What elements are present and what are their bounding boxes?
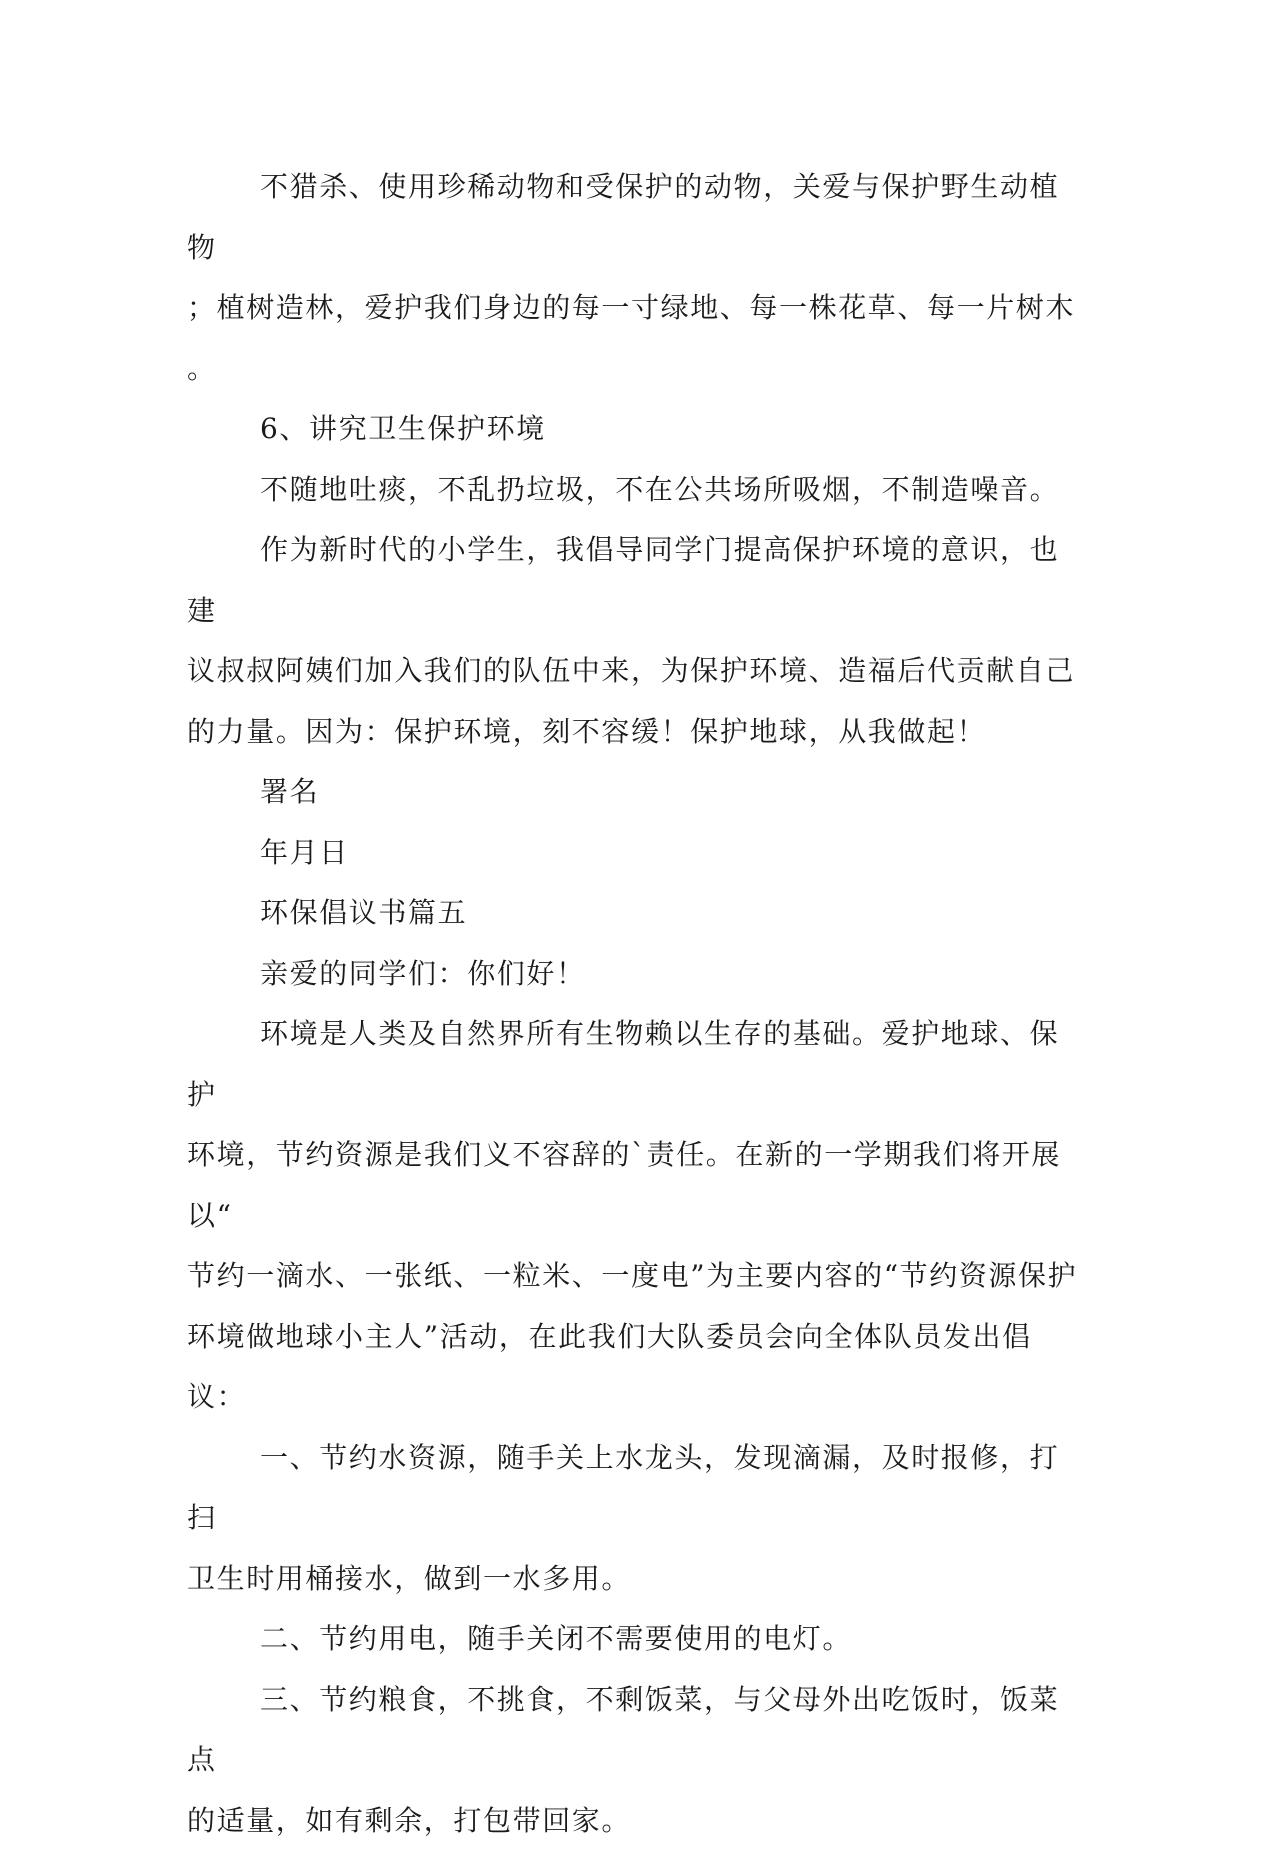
text-line: 亲爱的同学们：你们好！ [187,944,1081,1005]
text-line: 一、节约水资源，随手关上水龙头，发现滴漏，及时报修，打扫 [187,1428,1081,1549]
greeting-line [187,944,1081,1005]
text-line: 的力量。因为：保护环境，刻不容缓！保护地球，从我做起！ [187,702,1081,763]
paragraph-intro [187,1004,1081,1428]
paragraph-item-electricity [187,1609,1081,1670]
text-line: 卫生时用桶接水，做到一水多用。 [187,1549,1081,1610]
text-line: 环境，节约资源是我们义不容辞的`责任。在新的一学期我们将开展以“ [187,1125,1081,1246]
text-line: 环境是人类及自然界所有生物赖以生存的基础。爱护地球、保护 [187,1004,1081,1125]
text-line: 的适量，如有剩余，打包带回家。 [187,1791,1081,1851]
text-line: 年月日 [187,823,1081,884]
text-line: 作为新时代的小学生，我倡导同学门提高保护环境的意识，也建 [187,520,1081,641]
paragraph-wildlife [187,157,1081,399]
document-body [187,157,1081,1851]
text-line: 节约一滴水、一张纸、一粒米、一度电”为主要内容的“节约资源保护 [187,1246,1081,1307]
text-line: 二、节约用电，随手关闭不需要使用的电灯。 [187,1609,1081,1670]
text-line: 不随地吐痰，不乱扔垃圾，不在公共场所吸烟，不制造噪音。 [187,460,1081,521]
text-line: 署名 [187,762,1081,823]
text-line: 环境做地球小主人”活动，在此我们大队委员会向全体队员发出倡议： [187,1307,1081,1428]
text-line: 三、节约粮食，不挑食，不剩饭菜，与父母外出吃饭时，饭菜点 [187,1670,1081,1791]
signature-line [187,762,1081,823]
section-title [187,883,1081,944]
text-line: 环保倡议书篇五 [187,883,1081,944]
text-line: 6、讲究卫生保护环境 [187,399,1081,460]
text-line: ；植树造林，爱护我们身边的每一寸绿地、每一株花草、每一片树木 [187,278,1081,339]
text-line: 议叔叔阿姨们加入我们的队伍中来，为保护环境、造福后代贡献自己 [187,641,1081,702]
paragraph-item-food [187,1670,1081,1851]
paragraph-hygiene [187,460,1081,521]
paragraph-heading-hygiene [187,399,1081,460]
paragraph-call-to-action [187,520,1081,762]
text-line: 。 [187,339,1081,400]
paragraph-item-water [187,1428,1081,1610]
date-line [187,823,1081,884]
text-line: 不猎杀、使用珍稀动物和受保护的动物，关爱与保护野生动植物 [187,157,1081,278]
